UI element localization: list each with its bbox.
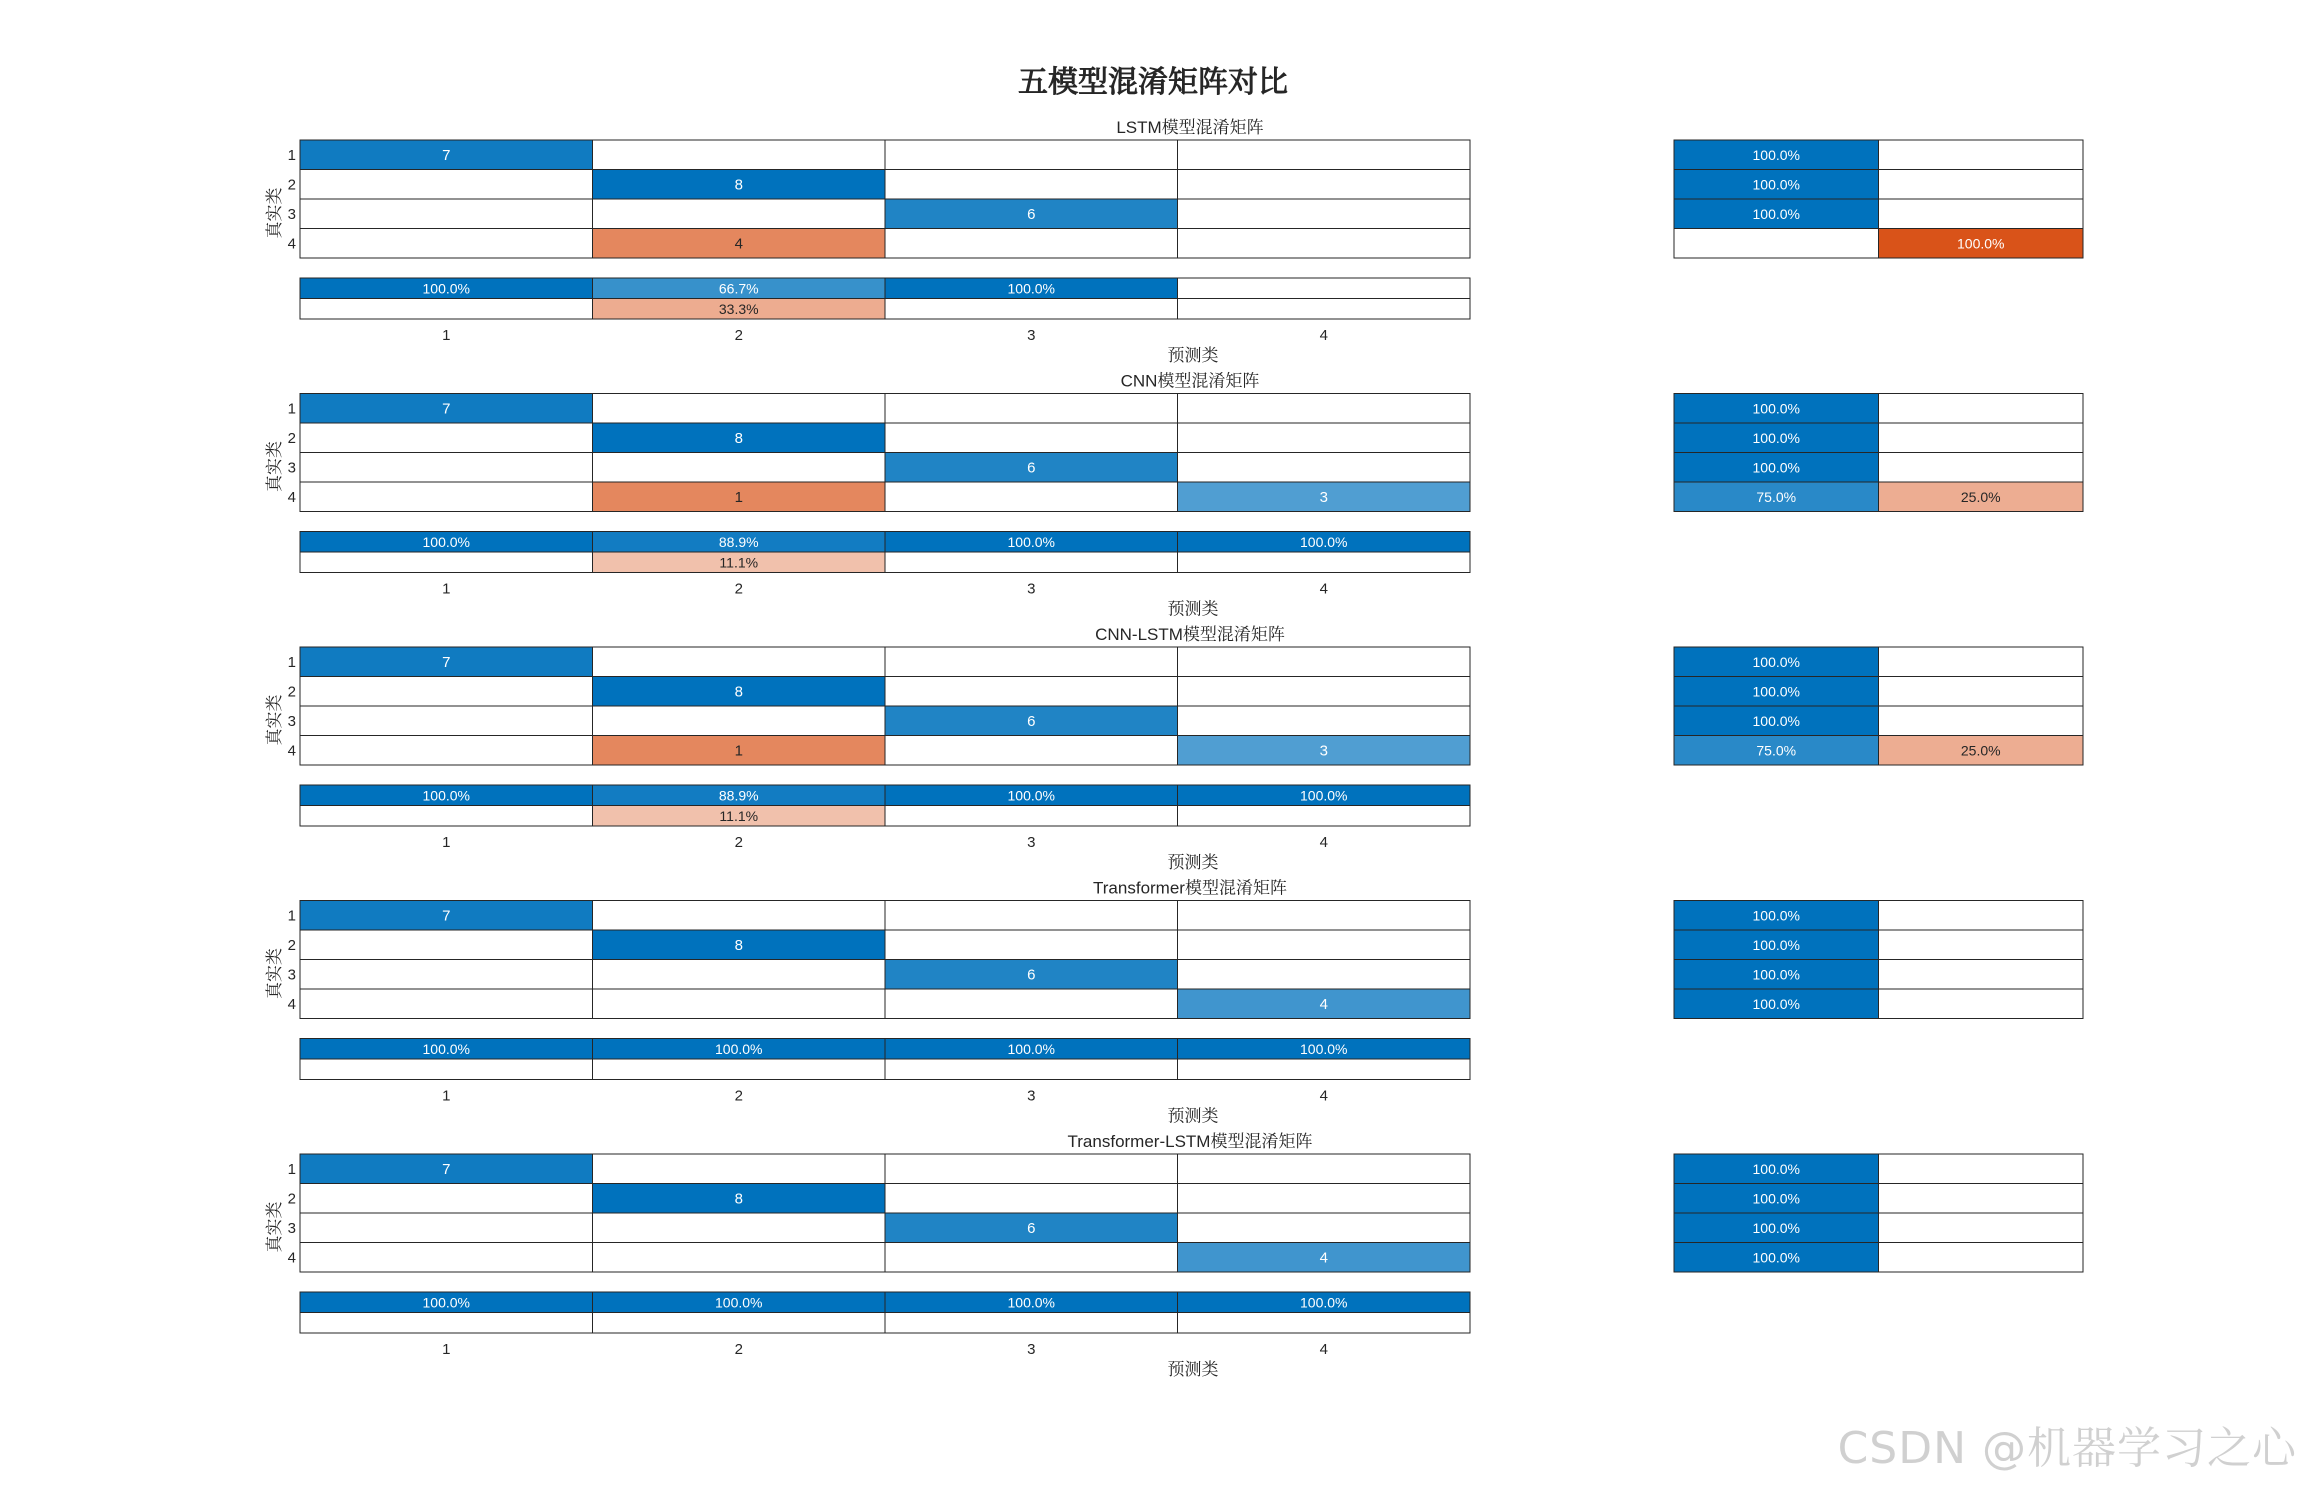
column-summary-value: 100.0% — [1300, 1040, 1348, 1057]
row-summary-value: 100.0% — [1752, 400, 1800, 417]
x-tick-label: 1 — [442, 1087, 451, 1105]
row-summary-cell — [1879, 1154, 2084, 1184]
matrix-cell — [885, 1243, 1178, 1273]
matrix-cell — [885, 140, 1178, 170]
matrix-cell — [300, 482, 593, 512]
row-summary-value: 100.0% — [1752, 683, 1800, 700]
matrix-cell — [300, 199, 593, 229]
y-tick-label: 2 — [287, 1190, 296, 1208]
matrix-cell — [885, 736, 1178, 766]
row-summary-value: 100.0% — [1957, 235, 2005, 252]
column-summary-cell — [885, 552, 1178, 573]
y-tick-label: 3 — [287, 459, 296, 477]
y-tick-label: 2 — [287, 176, 296, 194]
column-summary-cell — [300, 552, 593, 573]
matrix-cell — [1178, 677, 1471, 707]
matrix-cell — [300, 677, 593, 707]
column-summary-cell — [1178, 299, 1471, 320]
matrix-cell — [1178, 229, 1471, 259]
x-tick-label: 3 — [1027, 834, 1036, 851]
column-summary-value: 100.0% — [422, 280, 470, 297]
matrix-cell — [593, 394, 886, 424]
column-summary-cell — [593, 1059, 886, 1080]
row-summary-value: 100.0% — [1752, 1190, 1800, 1207]
matrix-cell-value: 7 — [442, 146, 451, 164]
matrix-cell — [593, 199, 886, 229]
column-summary-cell — [300, 299, 593, 320]
matrix-cell-value: 8 — [734, 683, 743, 701]
y-tick-label: 1 — [287, 400, 296, 418]
matrix-cell-value: 8 — [734, 936, 743, 954]
x-tick-label: 4 — [1319, 1087, 1328, 1105]
column-summary-value: 100.0% — [422, 787, 470, 804]
matrix-cell — [885, 394, 1178, 424]
column-summary-value: 100.0% — [422, 533, 470, 550]
matrix-cell — [300, 170, 593, 200]
matrix-cell-value: 3 — [1319, 488, 1328, 506]
matrix-cell — [593, 901, 886, 931]
matrix-cell — [593, 706, 886, 736]
matrix-cell — [1178, 423, 1471, 453]
matrix-cell-value: 1 — [734, 742, 743, 760]
matrix-cell-value: 8 — [734, 429, 743, 447]
row-summary-value: 100.0% — [1752, 1249, 1800, 1266]
matrix-cell — [885, 647, 1178, 677]
figure-title: 五模型混淆矩阵对比 — [1018, 65, 1288, 100]
y-tick-label: 3 — [287, 712, 296, 730]
row-summary-value: 100.0% — [1752, 936, 1800, 953]
x-tick-label: 1 — [442, 580, 451, 598]
y-axis-label: 真实类 — [265, 948, 285, 999]
y-tick-label: 1 — [287, 653, 296, 671]
column-summary-cell — [885, 1059, 1178, 1080]
confusion-panel — [265, 372, 2083, 620]
matrix-cell — [885, 677, 1178, 707]
matrix-cell-value: 4 — [734, 235, 743, 253]
matrix-cell — [593, 140, 886, 170]
matrix-cell-value: 6 — [1027, 459, 1036, 477]
column-summary-cell — [1178, 1313, 1471, 1334]
row-summary-value: 25.0% — [1960, 488, 2001, 505]
y-tick-label: 1 — [287, 146, 296, 164]
y-tick-label: 4 — [287, 1249, 296, 1267]
column-summary-cell — [300, 1313, 593, 1334]
x-tick-label: 2 — [734, 580, 743, 598]
watermark: CSDN @机器学习之心 — [1837, 1423, 2297, 1474]
matrix-cell — [1178, 1154, 1471, 1184]
row-summary-cell — [1879, 423, 2084, 453]
y-tick-label: 4 — [287, 235, 296, 253]
x-tick-label: 2 — [734, 1341, 743, 1358]
x-axis-label: 预测类 — [1167, 1106, 1219, 1127]
confusion-panel — [265, 118, 2083, 366]
row-summary-cell — [1879, 1243, 2084, 1273]
x-tick-label: 2 — [734, 834, 743, 851]
column-summary-cell — [300, 806, 593, 827]
matrix-cell — [885, 1184, 1178, 1214]
row-summary-cell — [1879, 930, 2084, 960]
column-summary-value: 88.9% — [718, 787, 759, 804]
row-summary-value: 100.0% — [1752, 459, 1800, 476]
y-axis-label: 真实类 — [265, 1201, 285, 1253]
row-summary-cell — [1879, 706, 2084, 736]
column-summary-value: 11.1% — [719, 807, 759, 824]
matrix-cell — [885, 930, 1178, 960]
row-summary-value: 100.0% — [1752, 205, 1800, 222]
matrix-cell-value: 8 — [734, 176, 743, 194]
y-tick-label: 3 — [287, 205, 296, 223]
row-summary-value: 100.0% — [1752, 429, 1800, 446]
x-axis-label: 预测类 — [1167, 346, 1219, 366]
x-tick-label: 4 — [1319, 834, 1328, 851]
matrix-cell — [885, 989, 1178, 1019]
column-summary-value: 11.1% — [719, 554, 759, 571]
y-tick-label: 3 — [287, 1219, 296, 1237]
y-tick-label: 1 — [287, 1160, 296, 1178]
x-tick-label: 2 — [734, 327, 743, 344]
matrix-cell-value: 8 — [734, 1190, 743, 1208]
matrix-cell-value: 1 — [734, 488, 743, 506]
matrix-cell — [885, 901, 1178, 931]
matrix-cell — [1178, 1213, 1471, 1243]
matrix-cell-value: 3 — [1319, 742, 1328, 760]
column-summary-value: 66.7% — [718, 280, 759, 297]
column-summary-value: 88.9% — [718, 533, 759, 550]
row-summary-value: 100.0% — [1752, 1160, 1800, 1177]
row-summary-value: 100.0% — [1752, 653, 1800, 670]
row-summary-cell — [1879, 989, 2084, 1019]
column-summary-value: 100.0% — [1007, 533, 1055, 550]
matrix-cell — [300, 930, 593, 960]
y-tick-label: 2 — [287, 683, 296, 701]
matrix-cell — [300, 706, 593, 736]
matrix-cell — [885, 423, 1178, 453]
y-axis-label: 真实类 — [265, 694, 285, 746]
matrix-cell-value: 6 — [1027, 205, 1036, 223]
column-summary-value: 100.0% — [422, 1294, 470, 1311]
column-summary-value: 100.0% — [715, 1294, 763, 1311]
confusion-panel — [265, 625, 2083, 873]
row-summary-value: 100.0% — [1752, 907, 1800, 924]
y-tick-label: 2 — [287, 936, 296, 954]
column-summary-cell — [885, 299, 1178, 320]
row-summary-value: 100.0% — [1752, 966, 1800, 983]
column-summary-value: 100.0% — [1007, 1294, 1055, 1311]
matrix-cell — [593, 1154, 886, 1184]
matrix-cell — [885, 1154, 1178, 1184]
y-tick-label: 1 — [287, 907, 296, 925]
matrix-cell — [300, 1184, 593, 1214]
row-summary-cell — [1879, 647, 2084, 677]
matrix-cell-value: 7 — [442, 400, 451, 418]
row-summary-cell — [1879, 453, 2084, 483]
x-axis-label: 预测类 — [1167, 1360, 1219, 1380]
column-summary-cell — [300, 1059, 593, 1080]
matrix-cell-value: 7 — [442, 1160, 451, 1178]
matrix-cell — [300, 736, 593, 766]
confusion-panel — [265, 879, 2083, 1127]
column-summary-cell — [593, 1313, 886, 1334]
matrix-cell-value: 6 — [1027, 1219, 1036, 1237]
x-tick-label: 3 — [1027, 580, 1036, 598]
column-summary-value: 100.0% — [422, 1040, 470, 1057]
y-axis-label: 真实类 — [265, 187, 285, 239]
matrix-cell — [885, 482, 1178, 512]
x-tick-label: 1 — [442, 1341, 451, 1358]
column-summary-value: 33.3% — [718, 300, 759, 317]
matrix-cell — [300, 1213, 593, 1243]
matrix-cell — [593, 453, 886, 483]
matrix-cell — [300, 453, 593, 483]
x-axis-label: 预测类 — [1167, 599, 1219, 620]
column-summary-value: 100.0% — [1007, 1040, 1055, 1057]
row-summary-cell — [1879, 199, 2084, 229]
row-summary-value: 100.0% — [1752, 712, 1800, 729]
column-summary-cell — [1178, 278, 1471, 299]
row-summary-value: 100.0% — [1752, 995, 1800, 1012]
x-tick-label: 4 — [1319, 1341, 1328, 1358]
panel-title: CNN模型混淆矩阵 — [1120, 371, 1260, 391]
panels — [265, 118, 2083, 1380]
column-summary-value: 100.0% — [1007, 787, 1055, 804]
matrix-cell — [1178, 394, 1471, 424]
x-tick-label: 4 — [1319, 327, 1328, 344]
x-tick-label: 2 — [734, 1087, 743, 1105]
row-summary-value: 75.0% — [1756, 742, 1797, 759]
column-summary-value: 100.0% — [1300, 1294, 1348, 1311]
matrix-cell — [300, 423, 593, 453]
y-tick-label: 2 — [287, 429, 296, 447]
y-tick-label: 4 — [287, 488, 296, 506]
matrix-cell — [1178, 960, 1471, 990]
x-tick-label: 4 — [1319, 580, 1328, 598]
panel-title: Transformer模型混淆矩阵 — [1093, 878, 1287, 898]
matrix-cell — [1178, 170, 1471, 200]
matrix-cell — [300, 989, 593, 1019]
x-tick-label: 1 — [442, 327, 451, 344]
matrix-cell — [885, 229, 1178, 259]
matrix-cell-value: 4 — [1319, 995, 1328, 1013]
panel-title: Transformer-LSTM模型混淆矩阵 — [1067, 1132, 1313, 1151]
matrix-cell-value: 7 — [442, 907, 451, 925]
matrix-cell — [300, 1243, 593, 1273]
x-axis-label: 预测类 — [1167, 853, 1219, 873]
y-tick-label: 3 — [287, 966, 296, 984]
row-summary-value: 100.0% — [1752, 1219, 1800, 1236]
column-summary-cell — [1178, 1059, 1471, 1080]
row-summary-cell — [1879, 140, 2084, 170]
column-summary-cell — [1178, 806, 1471, 827]
row-summary-value: 75.0% — [1756, 488, 1797, 505]
panel-title: LSTM模型混淆矩阵 — [1116, 118, 1264, 137]
matrix-cell-value: 4 — [1319, 1249, 1328, 1267]
matrix-cell — [1178, 140, 1471, 170]
y-tick-label: 4 — [287, 742, 296, 760]
matrix-cell — [300, 960, 593, 990]
matrix-cell-value: 7 — [442, 653, 451, 671]
matrix-cell — [1178, 930, 1471, 960]
row-summary-cell — [1879, 960, 2084, 990]
column-summary-value: 100.0% — [1300, 533, 1348, 550]
matrix-cell-value: 6 — [1027, 966, 1036, 984]
matrix-cell — [1178, 647, 1471, 677]
x-tick-label: 1 — [442, 834, 451, 851]
x-tick-label: 3 — [1027, 327, 1036, 344]
column-summary-cell — [1178, 552, 1471, 573]
row-summary-cell — [1879, 170, 2084, 200]
row-summary-cell — [1879, 1213, 2084, 1243]
row-summary-value: 100.0% — [1752, 146, 1800, 163]
matrix-cell — [593, 1213, 886, 1243]
row-summary-cell — [1879, 394, 2084, 424]
matrix-cell — [300, 229, 593, 259]
x-tick-label: 3 — [1027, 1341, 1036, 1358]
row-summary-cell — [1879, 1184, 2084, 1214]
row-summary-value: 25.0% — [1960, 742, 2001, 759]
column-summary-value: 100.0% — [1300, 787, 1348, 804]
y-tick-label: 4 — [287, 995, 296, 1013]
confusion-panel — [265, 1132, 2083, 1380]
row-summary-cell — [1879, 901, 2084, 931]
panel-title: CNN-LSTM模型混淆矩阵 — [1095, 625, 1285, 644]
row-summary-cell — [1674, 229, 1879, 259]
row-summary-cell — [1879, 677, 2084, 707]
column-summary-value: 100.0% — [715, 1040, 763, 1057]
matrix-cell — [1178, 706, 1471, 736]
matrix-cell — [885, 170, 1178, 200]
y-axis-label: 真实类 — [265, 441, 285, 492]
matrix-cell — [1178, 901, 1471, 931]
x-tick-label: 3 — [1027, 1087, 1036, 1105]
column-summary-cell — [885, 1313, 1178, 1334]
matrix-cell — [1178, 1184, 1471, 1214]
matrix-cell — [1178, 453, 1471, 483]
row-summary-value: 100.0% — [1752, 176, 1800, 193]
matrix-cell — [593, 647, 886, 677]
matrix-cell-value: 6 — [1027, 712, 1036, 730]
matrix-cell — [593, 960, 886, 990]
matrix-cell — [1178, 199, 1471, 229]
column-summary-cell — [885, 806, 1178, 827]
matrix-cell — [593, 1243, 886, 1273]
column-summary-value: 100.0% — [1007, 280, 1055, 297]
matrix-cell — [593, 989, 886, 1019]
